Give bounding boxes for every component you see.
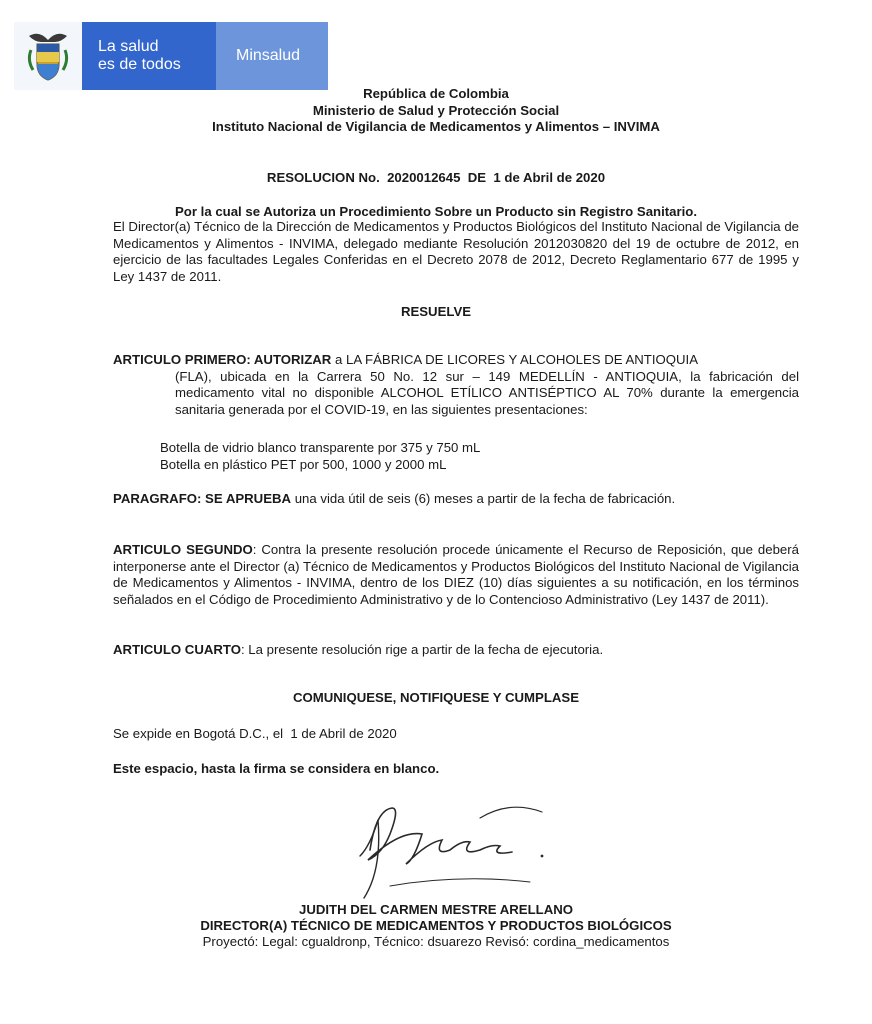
slogan-box xyxy=(82,22,216,90)
signer-block xyxy=(0,902,872,950)
blank-space-note: Este espacio, hasta la firma se considera en blanco. xyxy=(113,761,440,776)
article-second-label: ARTICULO SEGUNDO xyxy=(113,542,253,557)
slogan-line-1: La salud xyxy=(98,38,159,55)
article-first xyxy=(113,352,799,418)
article-second-text: : Contra la presente resolución procede únicamente el Recurso de Reposición, que deberá interponerse ante el Director (a) Técnico de Medicamentos y Productos Biológicos del Instituto Nacional de Vigilancia de Medicamentos y Alimentos - INVIMA, dentro de los DIEZ (10) días siguientes a su notificación, en los términos señalados en el Código de Procedimiento Administrativo y de lo Contencioso Administrativo (Ley 1437 de 2011). xyxy=(113,542,799,607)
header-line-1: República de Colombia xyxy=(363,86,509,101)
article-first-lead: a LA FÁBRICA DE LICORES Y ALCOHOLES DE ANTIOQUIA xyxy=(331,352,699,367)
signer-title: DIRECTOR(A) TÉCNICO DE MEDICAMENTOS Y PRODUCTOS BIOLÓGICOS xyxy=(200,918,672,933)
slogan-line-2: es de todos xyxy=(98,56,181,73)
paragrafo xyxy=(113,491,799,508)
article-first-body: (FLA), ubicada en la Carrera 50 No. 12 sur – 149 MEDELLÍN - ANTIOQUIA, la fabricación del medicamento vital no disponible ALCOHOL ETÍLICO ANTISÉPTICO AL 70% durante la emergencia sanitaria generada por el COVID-19, en las siguientes presentaciones: xyxy=(175,368,799,417)
presentations-list xyxy=(160,440,480,473)
colombia-coat-of-arms-icon xyxy=(14,22,82,90)
signer-name: JUDITH DEL CARMEN MESTRE ARELLANO xyxy=(298,902,573,917)
resolution-title: RESOLUCION No. 2020012645 DE 1 de Abril de 2020 xyxy=(266,170,606,185)
resuelve-heading: RESUELVE xyxy=(400,304,472,319)
resolution-subject: Por la cual se Autoriza un Procedimiento Sobre un Producto sin Registro Sanitario. xyxy=(175,204,697,219)
signer-credits: Proyectó: Legal: cgualdronp, Técnico: dsuarezo Revisó: cordina_medicamentos xyxy=(202,934,670,949)
article-fourth-text: : La presente resolución rige a partir de la fecha de ejecutoria. xyxy=(240,642,604,657)
list-item: Botella de vidrio blanco transparente por 375 y 750 mL xyxy=(160,440,481,455)
handwritten-signature-icon xyxy=(330,790,560,910)
article-second xyxy=(113,542,799,608)
intro-paragraph: El Director(a) Técnico de la Dirección de Medicamentos y Productos Biológicos del Instituto Nacional de Vigilancia de Medicamentos y Alimentos - INVIMA, delegado mediante Resolución 2012030820 del 19 de octubre de 2012, en ejercicio de las facultades Legales Conferidas en el Decreto 2078 de 2012, Decreto Reglamentario 677 de 1995 y Ley 1437 de 2011. xyxy=(113,219,799,284)
article-first-label: ARTICULO PRIMERO: AUTORIZAR xyxy=(113,352,332,367)
comuniquese-heading: COMUNIQUESE, NOTIFIQUESE Y CUMPLASE xyxy=(292,690,579,705)
list-item: Botella en plástico PET por 500, 1000 y 2000 mL xyxy=(160,456,447,472)
header-line-3: Instituto Nacional de Vigilancia de Medicamentos y Alimentos – INVIMA xyxy=(212,119,660,134)
expide-line: Se expide en Bogotá D.C., el 1 de Abril de 2020 xyxy=(113,726,397,741)
article-fourth-label: ARTICULO CUARTO xyxy=(113,642,241,657)
minsalud-brand: Minsalud xyxy=(216,22,328,90)
document-header xyxy=(0,86,872,136)
paragrafo-label: PARAGRAFO: SE APRUEBA xyxy=(113,491,292,506)
minsalud-banner xyxy=(14,22,328,90)
article-fourth xyxy=(113,642,799,659)
header-line-2: Ministerio de Salud y Protección Social xyxy=(312,102,560,118)
paragrafo-text: una vida útil de seis (6) meses a partir de la fecha de fabricación. xyxy=(291,491,676,506)
